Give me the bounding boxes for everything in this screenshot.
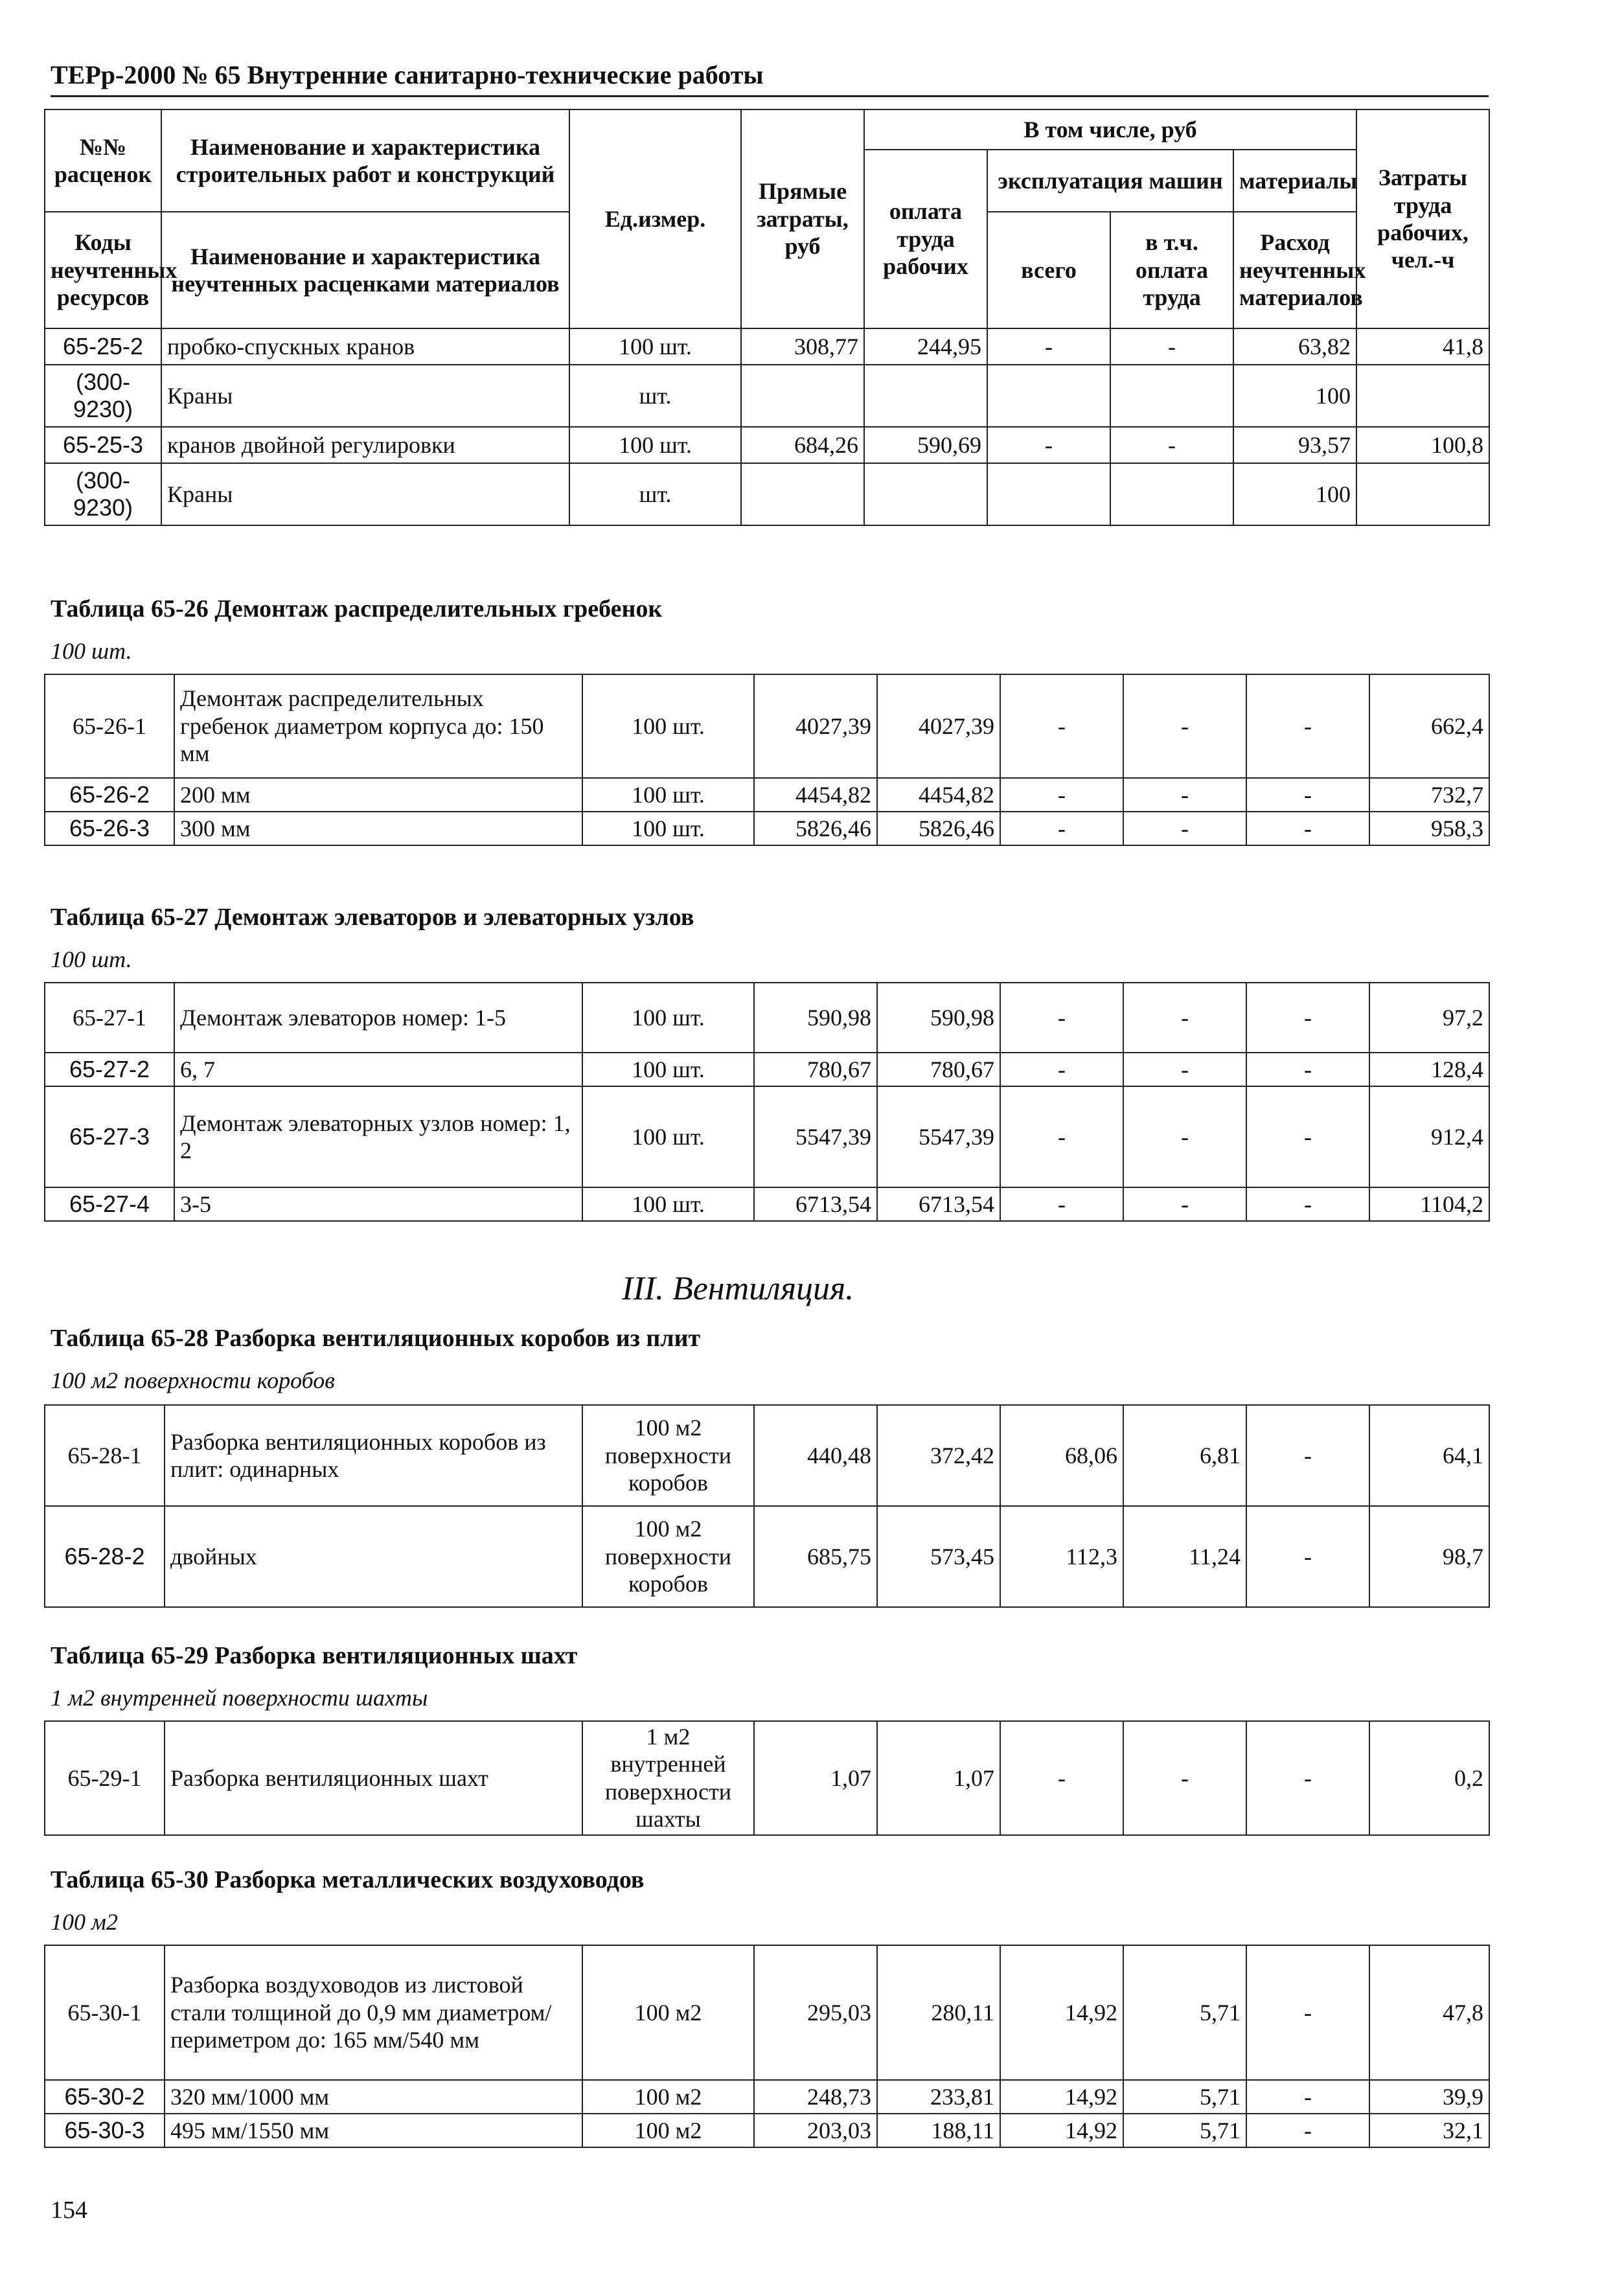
col-labor-pay: оплата труда рабочих bbox=[864, 150, 987, 328]
rate-code: 65-27-2 bbox=[45, 1053, 174, 1086]
rate-unit: 100 шт. bbox=[582, 778, 754, 812]
rate-mat: - bbox=[1246, 1053, 1369, 1086]
col-num-rates: №№ расценок bbox=[45, 109, 161, 212]
rate-mach-labor: - bbox=[1110, 328, 1233, 365]
resource-qty: 100 bbox=[1233, 365, 1356, 427]
rate-unit: 100 м2 поверхности коробов bbox=[582, 1506, 754, 1607]
col-codes: Коды неучтенных ресурсов bbox=[45, 212, 161, 328]
rate-cost: 98,7 bbox=[1369, 1506, 1489, 1607]
col-direct: Прямые затраты, руб bbox=[741, 109, 864, 328]
rate-unit: 100 м2 bbox=[582, 2080, 754, 2114]
page-number: 154 bbox=[51, 2197, 87, 2224]
resource-name: Краны bbox=[161, 463, 569, 525]
rate-name: 320 мм/1000 мм bbox=[165, 2080, 582, 2114]
table-row bbox=[45, 1945, 1489, 2080]
rate-direct: 295,03 bbox=[754, 1945, 877, 2080]
table-row bbox=[45, 983, 1489, 1053]
section-title: III. Вентиляция. bbox=[622, 1270, 854, 1307]
rate-cost: 662,4 bbox=[1369, 674, 1489, 778]
rate-code: 65-30-1 bbox=[45, 1945, 165, 2080]
table-row bbox=[45, 1053, 1489, 1086]
resource-unit: шт. bbox=[569, 365, 741, 427]
rate-direct: 1,07 bbox=[754, 1721, 877, 1835]
rate-name: 3-5 bbox=[174, 1187, 582, 1221]
col-mach-labor: в т.ч. оплата труда bbox=[1110, 212, 1233, 328]
rate-mat: - bbox=[1246, 1945, 1369, 2080]
rate-direct: 684,26 bbox=[741, 427, 864, 463]
rate-cost: 47,8 bbox=[1369, 1945, 1489, 2080]
rate-name: Разборка вентиляционных коробов из плит: одинарных bbox=[165, 1405, 582, 1506]
table-caption-65-27: Таблица 65-27 Демонтаж элеваторов и элеваторных узлов bbox=[51, 904, 694, 931]
table-row bbox=[45, 1721, 1489, 1835]
rate-code: 65-26-2 bbox=[45, 778, 174, 812]
rate-unit: 100 шт. bbox=[582, 1086, 754, 1187]
col-labor-cost: Затраты труда рабочих, чел.-ч bbox=[1356, 109, 1489, 328]
rate-labor: 4027,39 bbox=[877, 674, 1000, 778]
table-caption-65-29: Таблица 65-29 Разборка вентиляционных шахт bbox=[51, 1642, 578, 1669]
rate-labor: 4454,82 bbox=[877, 778, 1000, 812]
table-row bbox=[45, 1187, 1489, 1221]
table-row bbox=[45, 463, 1489, 525]
rate-direct: 4454,82 bbox=[754, 778, 877, 812]
rate-code: 65-30-2 bbox=[45, 2080, 165, 2114]
rate-code: 65-25-2 bbox=[45, 328, 161, 365]
table-65-30 bbox=[44, 1945, 1490, 2148]
rate-labor: 780,67 bbox=[877, 1053, 1000, 1086]
rate-cost: 1104,2 bbox=[1369, 1187, 1489, 1221]
rate-name: 495 мм/1550 мм bbox=[165, 2114, 582, 2147]
rate-code: 65-27-3 bbox=[45, 1086, 174, 1187]
rate-cost: 128,4 bbox=[1369, 1053, 1489, 1086]
rate-mach: 112,3 bbox=[1000, 1506, 1123, 1607]
rate-mach: - bbox=[987, 328, 1110, 365]
rate-mach-labor: 6,81 bbox=[1123, 1405, 1246, 1506]
rate-mach-labor: - bbox=[1123, 674, 1246, 778]
table-caption-65-30: Таблица 65-30 Разборка металлических воздуховодов bbox=[51, 1866, 645, 1893]
rate-mach: - bbox=[1000, 983, 1123, 1053]
rate-mach-labor: - bbox=[1123, 778, 1246, 812]
rate-code: 65-27-4 bbox=[45, 1187, 174, 1221]
rate-name: двойных bbox=[165, 1506, 582, 1607]
rate-name: 6, 7 bbox=[174, 1053, 582, 1086]
table-65-27 bbox=[44, 982, 1490, 1222]
table-row bbox=[45, 1405, 1489, 1506]
rate-name: Разборка воздуховодов из листовой стали толщиной до 0,9 мм диаметром/периметром до: 165 мм/540 мм bbox=[165, 1945, 582, 2080]
table-unit-65-28: 100 м2 поверхности коробов bbox=[51, 1367, 335, 1393]
col-name2: Наименование и характеристика неучтенных расценками материалов bbox=[161, 212, 569, 328]
rate-mach-labor: - bbox=[1123, 983, 1246, 1053]
table-unit-65-26: 100 шт. bbox=[51, 638, 132, 664]
rate-name: Разборка вентиляционных шахт bbox=[165, 1721, 582, 1835]
rate-direct: 5547,39 bbox=[754, 1086, 877, 1187]
rate-unit: 100 шт. bbox=[582, 1187, 754, 1221]
table-65-26 bbox=[44, 674, 1490, 846]
rate-direct: 440,48 bbox=[754, 1405, 877, 1506]
rate-name: 200 мм bbox=[174, 778, 582, 812]
rate-direct: 590,98 bbox=[754, 983, 877, 1053]
table-unit-65-27: 100 шт. bbox=[51, 946, 132, 972]
rate-direct: 4027,39 bbox=[754, 674, 877, 778]
rate-name: кранов двойной регулировки bbox=[161, 427, 569, 463]
rate-code: 65-25-3 bbox=[45, 427, 161, 463]
rate-mach-labor: 11,24 bbox=[1123, 1506, 1246, 1607]
col-incl: В том числе, руб bbox=[864, 109, 1356, 150]
rate-unit: 1 м2 внутренней поверхности шахты bbox=[582, 1721, 754, 1835]
rate-unit: 100 шт. bbox=[582, 983, 754, 1053]
rate-name: пробко-спускных кранов bbox=[161, 328, 569, 365]
rate-labor: 188,11 bbox=[877, 2114, 1000, 2147]
rate-unit: 100 м2 bbox=[582, 2114, 754, 2147]
col-unit: Ед.измер. bbox=[569, 109, 741, 328]
table-row bbox=[45, 674, 1489, 778]
rate-mach-labor: - bbox=[1123, 812, 1246, 845]
rate-mach: 14,92 bbox=[1000, 1945, 1123, 2080]
rate-mach-labor: 5,71 bbox=[1123, 1945, 1246, 2080]
rate-code: 65-26-3 bbox=[45, 812, 174, 845]
rate-mat: - bbox=[1246, 778, 1369, 812]
rate-mat: - bbox=[1246, 1187, 1369, 1221]
table-caption-65-26: Таблица 65-26 Демонтаж распределительных гребенок bbox=[51, 595, 663, 622]
rate-cost: 912,4 bbox=[1369, 1086, 1489, 1187]
rate-labor: 244,95 bbox=[864, 328, 987, 365]
table-row bbox=[45, 328, 1489, 365]
rate-cost: 41,8 bbox=[1356, 328, 1489, 365]
resource-unit: шт. bbox=[569, 463, 741, 525]
rate-mach-labor: 5,71 bbox=[1123, 2114, 1246, 2147]
table-row bbox=[45, 427, 1489, 463]
rate-cost: 100,8 bbox=[1356, 427, 1489, 463]
table-65-29 bbox=[44, 1720, 1490, 1836]
rate-code: 65-29-1 bbox=[45, 1721, 165, 1835]
rate-direct: 308,77 bbox=[741, 328, 864, 365]
rate-cost: 39,9 bbox=[1369, 2080, 1489, 2114]
rate-mat: - bbox=[1246, 2080, 1369, 2114]
rate-unit: 100 м2 bbox=[582, 1945, 754, 2080]
rate-name: Демонтаж распределительных гребенок диаметром корпуса до: 150 мм bbox=[174, 674, 582, 778]
table-unit-65-29: 1 м2 внутренней поверхности шахты bbox=[51, 1685, 428, 1711]
rate-unit: 100 шт. bbox=[569, 328, 741, 365]
table-row bbox=[45, 778, 1489, 812]
table-65-28 bbox=[44, 1404, 1490, 1608]
rate-name: 300 мм bbox=[174, 812, 582, 845]
rate-labor: 573,45 bbox=[877, 1506, 1000, 1607]
rate-direct: 685,75 bbox=[754, 1506, 877, 1607]
rate-unit: 100 м2 поверхности коробов bbox=[582, 1405, 754, 1506]
rate-mat: - bbox=[1246, 1086, 1369, 1187]
rate-labor: 5547,39 bbox=[877, 1086, 1000, 1187]
col-materials: материалы bbox=[1233, 150, 1356, 212]
table-65-25 bbox=[44, 109, 1490, 526]
rate-mach: 14,92 bbox=[1000, 2114, 1123, 2147]
table-row bbox=[45, 1506, 1489, 1607]
rate-mat: - bbox=[1246, 1721, 1369, 1835]
rate-mach: - bbox=[1000, 1721, 1123, 1835]
rate-labor: 590,69 bbox=[864, 427, 987, 463]
rate-mat: - bbox=[1246, 983, 1369, 1053]
rate-mach-labor: - bbox=[1123, 1187, 1246, 1221]
rate-name: Демонтаж элеваторных узлов номер: 1, 2 bbox=[174, 1086, 582, 1187]
page-header: ТЕРр-2000 № 65 Внутренние санитарно-технические работы bbox=[51, 60, 1489, 97]
resource-name: Краны bbox=[161, 365, 569, 427]
table-row bbox=[45, 2114, 1489, 2147]
rate-mach: - bbox=[1000, 778, 1123, 812]
table-row bbox=[45, 365, 1489, 427]
rate-mach-labor: - bbox=[1123, 1721, 1246, 1835]
rate-labor: 6713,54 bbox=[877, 1187, 1000, 1221]
rate-mach: - bbox=[1000, 1053, 1123, 1086]
resource-code: (300-9230) bbox=[45, 365, 161, 427]
rate-mat: 63,82 bbox=[1233, 328, 1356, 365]
rate-direct: 5826,46 bbox=[754, 812, 877, 845]
col-name: Наименование и характеристика строительных работ и конструкций bbox=[161, 109, 569, 212]
rate-direct: 248,73 bbox=[754, 2080, 877, 2114]
rate-mat: 93,57 bbox=[1233, 427, 1356, 463]
resource-code: (300-9230) bbox=[45, 463, 161, 525]
rate-mach: - bbox=[1000, 674, 1123, 778]
table-row bbox=[45, 1086, 1489, 1187]
rate-code: 65-28-2 bbox=[45, 1506, 165, 1607]
rate-mat: - bbox=[1246, 674, 1369, 778]
col-mat-consumption: Расход неучтенных материалов bbox=[1233, 212, 1356, 328]
rate-mach: 14,92 bbox=[1000, 2080, 1123, 2114]
rate-code: 65-30-3 bbox=[45, 2114, 165, 2147]
rate-cost: 732,7 bbox=[1369, 778, 1489, 812]
rate-unit: 100 шт. bbox=[582, 1053, 754, 1086]
table-row bbox=[45, 2080, 1489, 2114]
rate-mat: - bbox=[1246, 812, 1369, 845]
rate-labor: 372,42 bbox=[877, 1405, 1000, 1506]
rate-cost: 32,1 bbox=[1369, 2114, 1489, 2147]
rate-mach: 68,06 bbox=[1000, 1405, 1123, 1506]
table-unit-65-30: 100 м2 bbox=[51, 1909, 118, 1935]
rate-mach-labor: - bbox=[1123, 1053, 1246, 1086]
resource-qty: 100 bbox=[1233, 463, 1356, 525]
rate-mach: - bbox=[987, 427, 1110, 463]
rate-mat: - bbox=[1246, 2114, 1369, 2147]
rate-labor: 590,98 bbox=[877, 983, 1000, 1053]
rate-unit: 100 шт. bbox=[582, 812, 754, 845]
rate-labor: 1,07 bbox=[877, 1721, 1000, 1835]
rate-mach: - bbox=[1000, 812, 1123, 845]
col-machines: эксплуатация машин bbox=[987, 150, 1233, 212]
rate-direct: 203,03 bbox=[754, 2114, 877, 2147]
rate-unit: 100 шт. bbox=[569, 427, 741, 463]
rate-labor: 5826,46 bbox=[877, 812, 1000, 845]
rate-cost: 97,2 bbox=[1369, 983, 1489, 1053]
rate-direct: 780,67 bbox=[754, 1053, 877, 1086]
rate-labor: 280,11 bbox=[877, 1945, 1000, 2080]
rate-code: 65-26-1 bbox=[45, 674, 174, 778]
table-row bbox=[45, 812, 1489, 845]
rate-mach-labor: - bbox=[1123, 1086, 1246, 1187]
rate-mach: - bbox=[1000, 1187, 1123, 1221]
rate-direct: 6713,54 bbox=[754, 1187, 877, 1221]
rate-mat: - bbox=[1246, 1405, 1369, 1506]
rate-cost: 0,2 bbox=[1369, 1721, 1489, 1835]
rate-mat: - bbox=[1246, 1506, 1369, 1607]
rate-cost: 958,3 bbox=[1369, 812, 1489, 845]
rate-cost: 64,1 bbox=[1369, 1405, 1489, 1506]
rate-labor: 233,81 bbox=[877, 2080, 1000, 2114]
col-mach-total: всего bbox=[987, 212, 1110, 328]
rate-mach-labor: 5,71 bbox=[1123, 2080, 1246, 2114]
rate-name: Демонтаж элеваторов номер: 1-5 bbox=[174, 983, 582, 1053]
rate-mach: - bbox=[1000, 1086, 1123, 1187]
table-caption-65-28: Таблица 65-28 Разборка вентиляционных коробов из плит bbox=[51, 1325, 701, 1352]
rate-code: 65-28-1 bbox=[45, 1405, 165, 1506]
rate-unit: 100 шт. bbox=[582, 674, 754, 778]
rate-mach-labor: - bbox=[1110, 427, 1233, 463]
rate-code: 65-27-1 bbox=[45, 983, 174, 1053]
